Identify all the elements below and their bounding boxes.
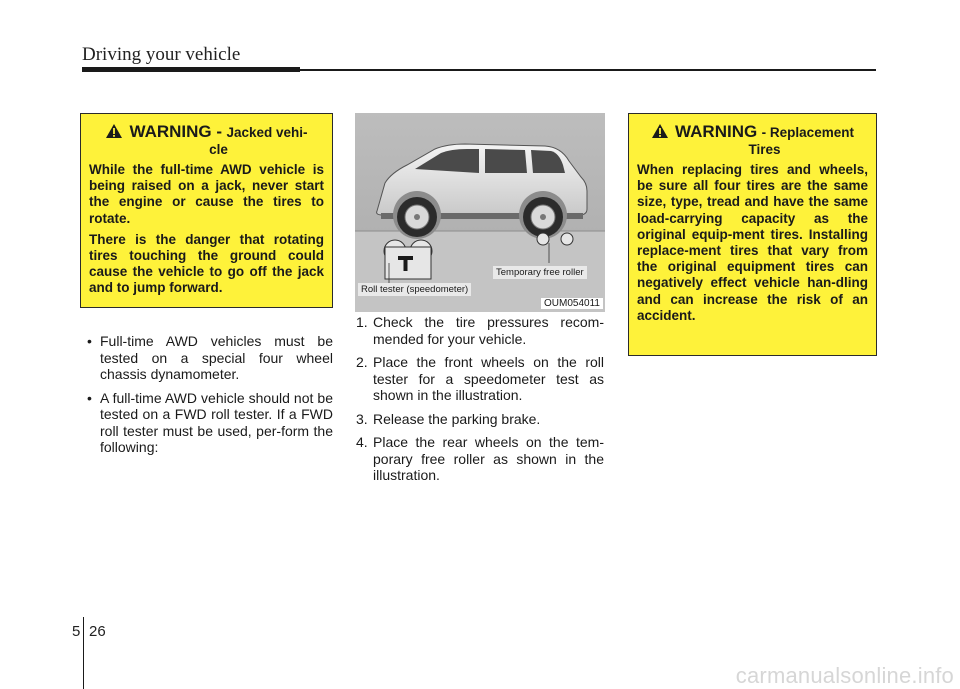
step-text: Place the front wheels on the roll tester for a speedometer test as shown in the illustration.: [373, 354, 604, 403]
bullet-symbol: •: [87, 333, 92, 349]
label-temporary-free-roller: Temporary free roller: [493, 266, 587, 279]
warning-paragraph: While the full-time AWD vehicle is being raised on a jack, never start the engine or cause the tires to rotate.: [89, 162, 324, 226]
step-number: 4.: [356, 434, 368, 450]
header-rule-thick: [82, 67, 300, 72]
bullet-symbol: •: [87, 389, 92, 406]
list-item: [356, 434, 604, 484]
warning-box-replacement-tires: [628, 113, 877, 356]
page-number: 26: [89, 623, 106, 640]
section-title: Driving your vehicle: [82, 44, 241, 65]
warning-heading: [637, 122, 868, 157]
footer-divider: [83, 617, 84, 689]
label-roll-tester: Roll tester (speedometer): [358, 283, 471, 296]
warning-subject-cont: Tires: [748, 142, 781, 157]
step-number: 1.: [356, 314, 368, 330]
section-number: 5: [72, 623, 81, 640]
step-list: [356, 314, 604, 491]
figure-code: OUM054011: [541, 298, 603, 309]
step-number: 2.: [356, 354, 368, 370]
step-text: Release the parking brake.: [373, 410, 541, 427]
step-number: 3.: [356, 410, 368, 427]
bullet-text: A full-time AWD vehicle should not be tested on a FWD roll tester. If a FWD roll tester must be used, per-form the following:: [100, 389, 333, 455]
warning-label: WARNING: [675, 122, 758, 141]
step-text: Place the rear wheels on the tem-porary free roller as shown in the illustration.: [373, 434, 604, 483]
bullet-text: Full-time AWD vehicles must be tested on a special four wheel chassis dynamometer.: [100, 333, 333, 382]
list-item: [83, 333, 333, 383]
warning-subject: Jacked vehi-: [226, 125, 308, 140]
warning-label: WARNING -: [129, 122, 223, 141]
warning-subject: - Replacement: [761, 125, 854, 140]
warning-heading: [89, 122, 324, 157]
list-item: [83, 390, 333, 456]
warning-triangle-icon: [105, 123, 123, 139]
bullet-list: [83, 333, 333, 463]
warning-box-jacked-vehicle: [80, 113, 333, 308]
step-text: Check the tire pressures recom-mended for your vehicle.: [373, 314, 604, 347]
warning-paragraph: There is the danger that rotating tires touching the ground could cause the vehicle to go off the jack and to jump forward.: [89, 231, 324, 296]
list-item: [356, 411, 604, 428]
warning-paragraph: When replacing tires and wheels, be sure all four tires are the same size, type, tread and have the same load-carrying capacity as the original equip-ment tires. Installing replace-ment tires that vary from the original equipment tires can negatively effect vehicle han-dling and can increase the risk of an accident.: [637, 162, 868, 323]
list-item: [356, 314, 604, 347]
warning-subject-cont: cle: [209, 142, 228, 157]
header-rule-thin: [300, 69, 876, 71]
roll-tester-illustration: [355, 113, 605, 312]
warning-triangle-icon: [651, 123, 669, 139]
watermark: carmanualsonline.info: [735, 663, 954, 688]
list-item: [356, 354, 604, 404]
